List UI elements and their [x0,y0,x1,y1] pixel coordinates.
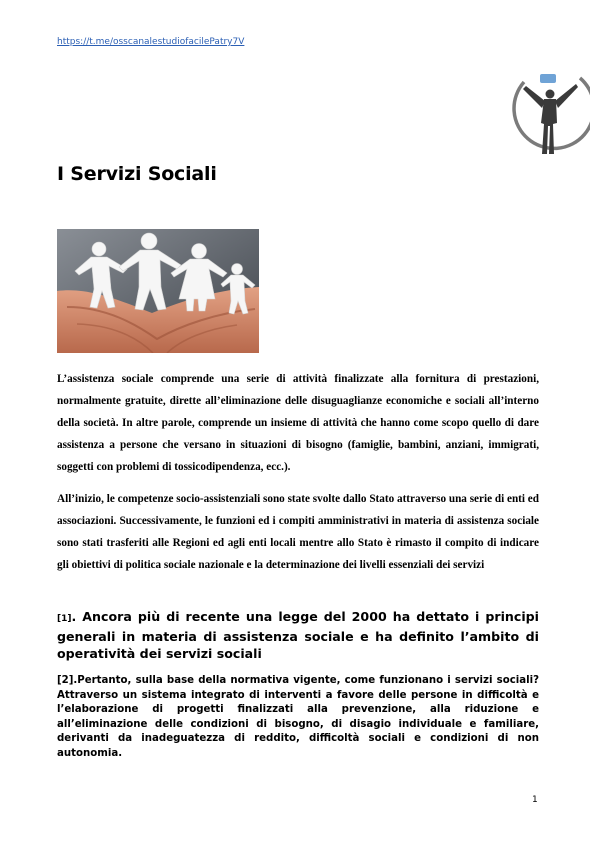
footnote-ref-1[interactable]: [1] [57,614,72,624]
paragraph-how-services-work: [2].Pertanto, sulla base della normativa vigente, come funzionano i servizi sociali? Attraverso un sistema integrato di interventi a favore delle persone in difficoltà e l’elaborazione di progetti finalizzati alla prevenzione, alla riduzione e all’eliminazione delle condizioni di bisogno, di disagio individuale e familiare, derivanti da inadeguatezza di reddito, difficoltà sociali e condizioni di non autonomia. [57,675,539,759]
page-title: I Servizi Sociali [57,163,217,185]
page-number: 1 [532,795,538,805]
paper-family-in-hands-photo-icon [57,229,259,353]
telegram-link[interactable]: https://t.me/osscanalestudiofacilePatry7V [57,37,245,47]
paragraph-law-2000 [57,608,539,662]
paragraph-law-2000-text: . Ancora più di recente una legge del 2000 ha dettato i principi generali in materia di assistenza sociale e ha definito l’ambito di operatività dei servizi sociali [57,609,539,661]
paragraph-competences: All’inizio, le competenze socio-assistenziali sono state svolte dallo Stato attraverso una serie di enti ed associazioni. Successivamente, le funzioni ed i compiti amministrativi in materia di assistenza sociale sono stati trasferiti alle Regioni ed agli enti locali mentre allo Stato è rimasto il compito di indicare gli obiettivi di politica sociale nazionale e la determinazione dei livelli essenziali dei servizi [57,493,539,571]
paragraph-intro: L’assistenza sociale comprende una serie di attività finalizzate alla fornitura di prestazioni, normalmente gratuite, dirette all’eliminazione delle disuguaglianze economiche e sociali all’interno della società. In altre parole, comprende un insieme di attività che hanno come scopo quello di dare assistenza a persone che versano in situazioni di bisogno (famiglie, bambini, anziani, immigrati, soggetti con problemi di tossicodipendenza, ecc.). [57,373,539,473]
vitruvian-figure-logo-icon [510,68,590,160]
